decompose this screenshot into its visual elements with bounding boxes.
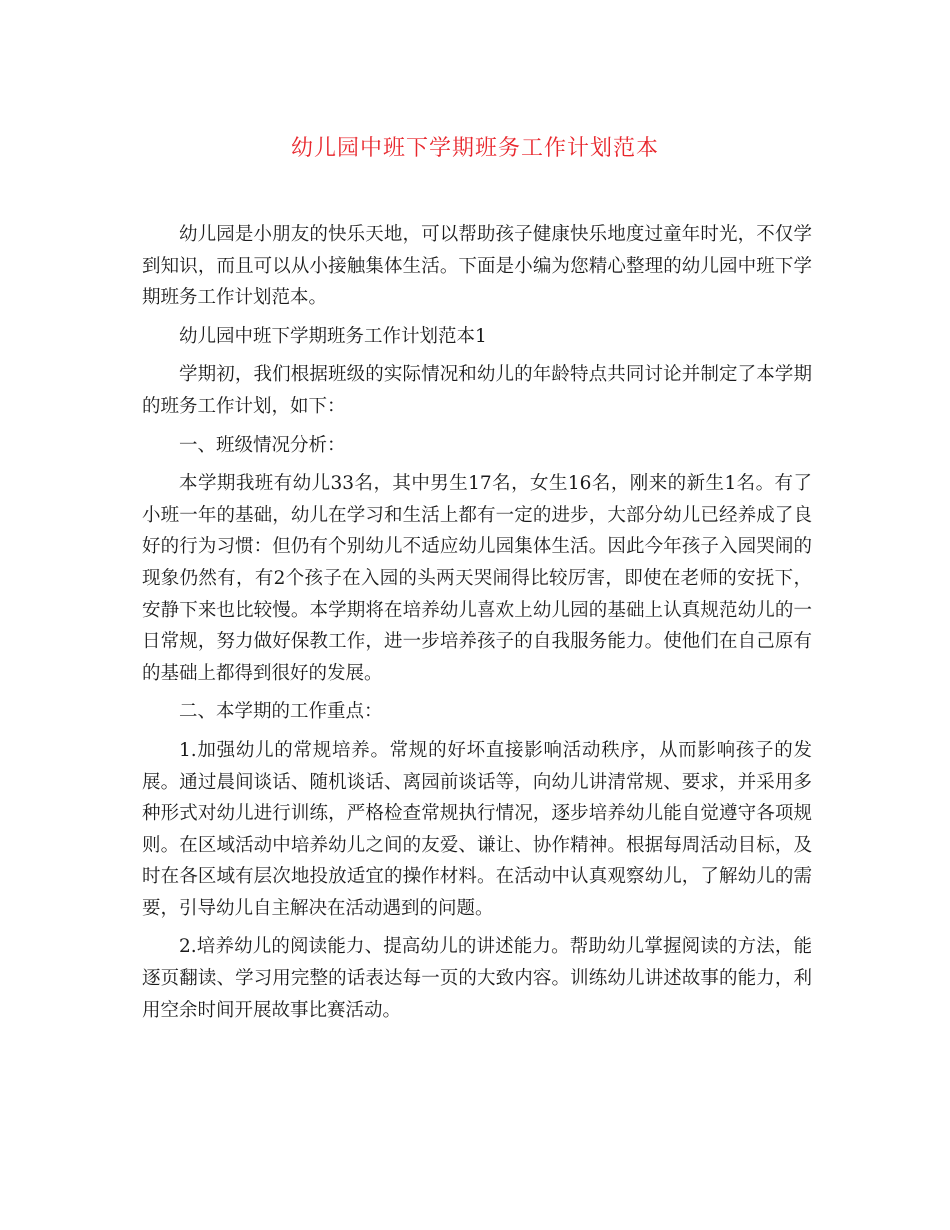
document-title: 幼儿园中班下学期班务工作计划范本 — [290, 136, 659, 161]
plan-intro-paragraph: 学期初，我们根据班级的实际情况和幼儿的年龄特点共同讨论并制定了本学期的班务工作计划，如下： — [142, 364, 812, 417]
section-heading-sample-1: 幼儿园中班下学期班务工作计划范本1 — [179, 325, 487, 347]
work-focus-item-1: 1.加强幼儿的常规培养。常规的好坏直接影响活动秩序，从而影响孩子的发展。通过晨间谈话、随机谈话、离园前谈话等，向幼儿讲清常规、要求，并采用多种形式对幼儿进行训练，严格检查常规执行情况，逐步培养幼儿能自觉遵守各项规则。在区域活动中培养幼儿之间的友爱、谦让、协作精神。根据每周活动目标，及时在各区域有层次地投放适宜的操作材料。在活动中认真观察幼儿，了解幼儿的需要，引导幼儿自主解决在活动遇到的问题。 — [142, 739, 812, 919]
work-focus-item-2: 2.培养幼儿的阅读能力、提高幼儿的讲述能力。帮助幼儿掌握阅读的方法，能逐页翻读、学习用完整的话表达每一页的大致内容。训练幼儿讲述故事的能力，利用空余时间开展故事比赛活动。 — [142, 936, 812, 1021]
intro-paragraph: 幼儿园是小朋友的快乐天地，可以帮助孩子健康快乐地度过童年时光，不仅学到知识，而且可以从小接触集体生活。下面是小编为您精心整理的幼儿园中班下学期班务工作计划范本。 — [142, 224, 812, 309]
heading-class-analysis: 一、班级情况分析： — [179, 434, 346, 456]
document-body — [142, 219, 812, 1033]
heading-work-focus: 二、本学期的工作重点： — [179, 701, 383, 723]
class-analysis-paragraph: 本学期我班有幼儿33名，其中男生17名，女生16名，刚来的新生1名。有了小班一年的基础，幼儿在学习和生活上都有一定的进步，大部分幼儿已经养成了良好的行为习惯：但仍有个别幼儿不适应幼儿园集体生活。因此今年孩子入园哭闹的现象仍然有，有2个孩子在入园的头两天哭闹得比较厉害，即使在老师的安抚下，安静下来也比较慢。本学期将在培养幼儿喜欢上幼儿园的基础上认真规范幼儿的一日常规，努力做好保教工作，进一步培养孩子的自我服务能力。使他们在自己原有的基础上都得到很好的发展。 — [142, 473, 812, 684]
